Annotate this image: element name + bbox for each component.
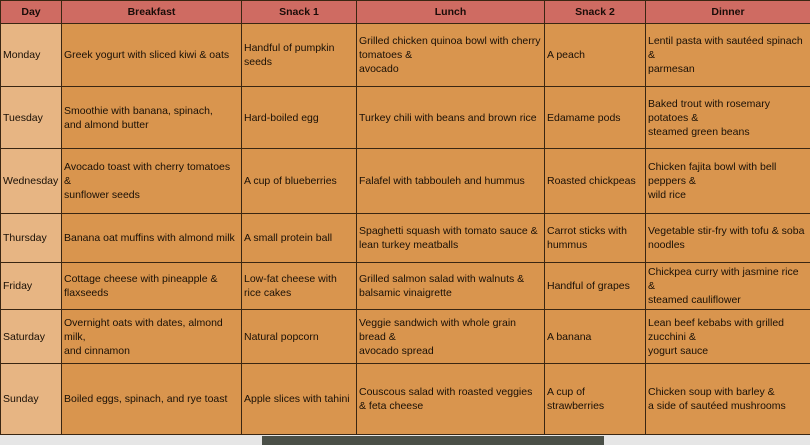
dinner-cell: Lentil pasta with sautéed spinach & parmesan bbox=[646, 24, 810, 87]
header-day: Day bbox=[1, 1, 62, 24]
table-row bbox=[1, 87, 810, 149]
snack-2-cell: Carrot sticks with hummus bbox=[545, 214, 646, 263]
breakfast-cell: Overnight oats with dates, almond milk, and cinnamon bbox=[62, 310, 242, 364]
header-snack-2: Snack 2 bbox=[545, 1, 646, 24]
day-cell: Wednesday bbox=[1, 149, 62, 214]
snack-1-cell: Natural popcorn bbox=[242, 310, 357, 364]
header-snack-1: Snack 1 bbox=[242, 1, 357, 24]
day-cell: Saturday bbox=[1, 310, 62, 364]
day-cell: Sunday bbox=[1, 364, 62, 435]
breakfast-cell: Greek yogurt with sliced kiwi & oats bbox=[62, 24, 242, 87]
snack-1-cell: Low-fat cheese with rice cakes bbox=[242, 263, 357, 310]
dinner-cell: Vegetable stir-fry with tofu & soba noodles bbox=[646, 214, 810, 263]
lunch-cell: Veggie sandwich with whole grain bread & avocado spread bbox=[357, 310, 545, 364]
breakfast-cell: Banana oat muffins with almond milk bbox=[62, 214, 242, 263]
dinner-cell: Chicken soup with barley & a side of sautéed mushrooms bbox=[646, 364, 810, 435]
snack-2-cell: A banana bbox=[545, 310, 646, 364]
table-row bbox=[1, 263, 810, 310]
breakfast-cell: Cottage cheese with pineapple & flaxseeds bbox=[62, 263, 242, 310]
snack-1-cell: Handful of pumpkin seeds bbox=[242, 24, 357, 87]
snack-2-cell: A cup of strawberries bbox=[545, 364, 646, 435]
table-row bbox=[1, 24, 810, 87]
day-cell: Friday bbox=[1, 263, 62, 310]
breakfast-cell: Smoothie with banana, spinach, and almond butter bbox=[62, 87, 242, 149]
table-row bbox=[1, 364, 810, 435]
bottom-dark-strip bbox=[262, 436, 604, 445]
snack-2-cell: Roasted chickpeas bbox=[545, 149, 646, 214]
snack-1-cell: Hard-boiled egg bbox=[242, 87, 357, 149]
breakfast-cell: Avocado toast with cherry tomatoes & sunflower seeds bbox=[62, 149, 242, 214]
snack-1-cell: Apple slices with tahini bbox=[242, 364, 357, 435]
lunch-cell: Couscous salad with roasted veggies & feta cheese bbox=[357, 364, 545, 435]
snack-2-cell: A peach bbox=[545, 24, 646, 87]
day-cell: Tuesday bbox=[1, 87, 62, 149]
snack-2-cell: Handful of grapes bbox=[545, 263, 646, 310]
table-row bbox=[1, 214, 810, 263]
lunch-cell: Turkey chili with beans and brown rice bbox=[357, 87, 545, 149]
table-row bbox=[1, 310, 810, 364]
lunch-cell: Grilled chicken quinoa bowl with cherry tomatoes & avocado bbox=[357, 24, 545, 87]
lunch-cell: Falafel with tabbouleh and hummus bbox=[357, 149, 545, 214]
dinner-cell: Chicken fajita bowl with bell peppers & wild rice bbox=[646, 149, 810, 214]
day-cell: Monday bbox=[1, 24, 62, 87]
dinner-cell: Lean beef kebabs with grilled zucchini & yogurt sauce bbox=[646, 310, 810, 364]
header-dinner: Dinner bbox=[646, 1, 810, 24]
breakfast-cell: Boiled eggs, spinach, and rye toast bbox=[62, 364, 242, 435]
day-cell: Thursday bbox=[1, 214, 62, 263]
snack-1-cell: A cup of blueberries bbox=[242, 149, 357, 214]
header-breakfast: Breakfast bbox=[62, 1, 242, 24]
lunch-cell: Grilled salmon salad with walnuts & balsamic vinaigrette bbox=[357, 263, 545, 310]
dinner-cell: Baked trout with rosemary potatoes & steamed green beans bbox=[646, 87, 810, 149]
snack-1-cell: A small protein ball bbox=[242, 214, 357, 263]
header-lunch: Lunch bbox=[357, 1, 545, 24]
lunch-cell: Spaghetti squash with tomato sauce & lean turkey meatballs bbox=[357, 214, 545, 263]
table-row bbox=[1, 149, 810, 214]
dinner-cell: Chickpea curry with jasmine rice & steamed cauliflower bbox=[646, 263, 810, 310]
snack-2-cell: Edamame pods bbox=[545, 87, 646, 149]
header-row bbox=[1, 1, 810, 24]
